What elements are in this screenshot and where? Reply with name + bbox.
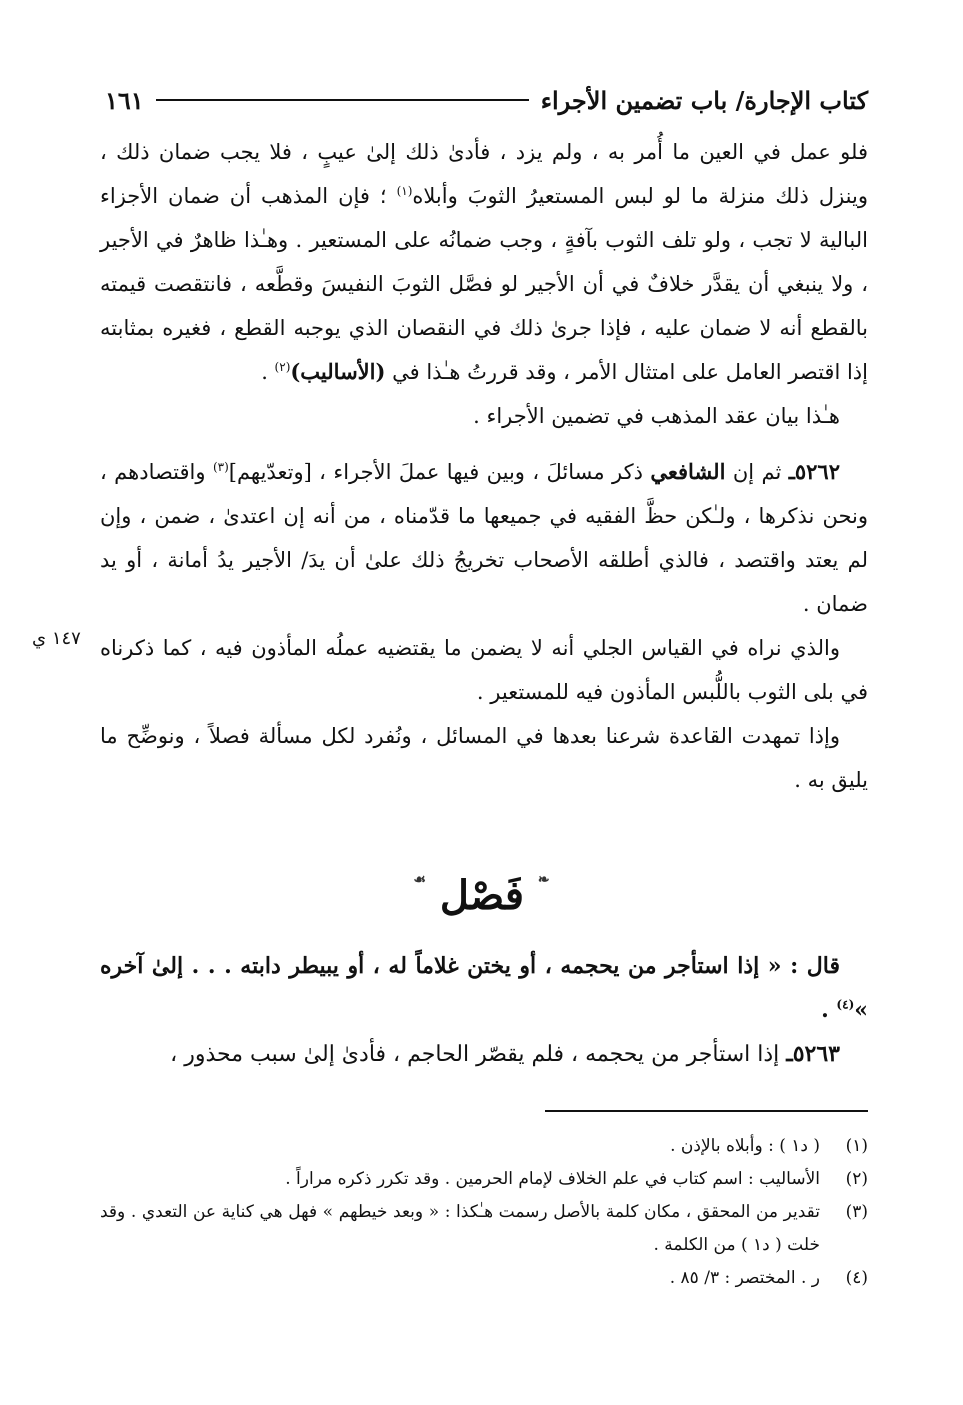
quoted-text: قال : « إذا استأجر من يحجمه ، أو يختن غلاماً له ، أو يبيطر دابته . . . إلىٰ آخره »$^{(٤)}$ . bbox=[100, 953, 868, 1023]
paragraph-text: واقتصادهم ، ونحن نذكرها ، ولـٰكن حظَّ الفقيه في جميعها ما قدّمناه ، من أنه إن اعتدىٰ ، ضمن ، وإن لم يعتد واقتصد ، فالذي أطلقه الأصحاب تخريجُ ذلك علىٰ أن يدَ/ الأجير يدُ أمانة ، أو يد ضمان . bbox=[100, 460, 868, 616]
footnote-text: تقدير من المحقق ، مكان كلمة بالأصل رسمت هـٰكذا : « وبعد خيطهم » فهل هي كناية عن التعدي . وقد خلت ( د١ ) من الكلمة . bbox=[100, 1202, 820, 1255]
page-number: ١٦١ bbox=[105, 85, 144, 115]
paragraph-text: إذا استأجر من يحجمه ، فلم يقصّر الحاجم ، فأدىٰ إلىٰ سبب محذور ، bbox=[170, 1042, 780, 1067]
chapter-title: كتاب الإجارة/ باب تضمين الأجراء bbox=[540, 85, 868, 115]
margin-manuscript-ref: ١٤٧ ي bbox=[32, 628, 81, 649]
paragraph-text: فلو عمل في العين ما أُمر به ، ولم يزد ، فأدىٰ ذلك إلىٰ عيبٍ ، فلا يجب ضمان ذلك ، وينزل ذلك منزلة ما لو لبس المستعيرُ الثوبَ وأبلاه bbox=[100, 140, 868, 208]
running-header bbox=[105, 80, 868, 120]
footnote-number: (٢) bbox=[845, 1169, 868, 1189]
footnote-ref: (١) bbox=[396, 184, 413, 198]
header-rule bbox=[156, 99, 529, 101]
footnotes bbox=[100, 1130, 868, 1295]
section-number: ٥٢٦٣ـ bbox=[786, 1041, 840, 1067]
paragraph-text: ؛ فإن المذهب أن ضمان الأجزاء البالية لا تجب ، ولو تلف الثوب بآفةٍ ، وجب ضمانُه على المستعير . وهـٰذا ظاهرٌ في الأجير ، ولا ينبغي أن يقدَّر خلافٌ في أن الأجير لو فصَّل الثوبَ النفيسَ وقطَّعه ، فانتقصت قيمته بالقطع أنه لا ضمان عليه ، فإذا جرىٰ ذلك في النقصان الذي يوجبه القطع ، فغيره بمثابته إذا اقتصر العامل على امتثال الأمر ، وقد قررتُ هـٰذا في bbox=[100, 184, 868, 384]
footnote-rule bbox=[545, 1110, 868, 1112]
paragraph: فلو عمل في العين ما أُمر به ، ولم يزد ، فأدىٰ ذلك إلىٰ عيبٍ ، فلا يجب ضمان ذلك ، وينزل ذلك منزلة ما لو لبس المستعيرُ الثوبَ وأبلاه$^{(١)}$ ؛ فإن المذهب أن ضمان الأجزاء البالية لا تجب ، ولو تلف الثوب بآفةٍ ، وجب ضمانُه على المستعير . وهـٰذا ظاهرٌ في الأجير ، ولا ينبغي أن يقدَّر خلافٌ في أن الأجير لو فصَّل الثوبَ النفيسَ وقطَّعه ، فانتقصت قيمته بالقطع أنه لا ضمان عليه ، فإذا جرىٰ ذلك في النقصان الذي يوجبه القطع ، فغيره بمثابته إذا اقتصر العامل على امتثال الأمر ، وقد قررتُ هـٰذا في (الأساليب)$^{(٢)}$ . bbox=[100, 140, 868, 384]
footnote-ref: (٢) bbox=[274, 360, 291, 374]
footnote-ref: (٤) bbox=[836, 997, 855, 1012]
footnote-text: الأساليب : اسم كتاب في علم الخلاف لإمام الحرمين . وقد تكرر ذكره مراراً . bbox=[285, 1169, 820, 1189]
footnote bbox=[100, 1262, 868, 1295]
scholar-name: الشافعي bbox=[650, 459, 726, 484]
book-reference: (الأساليب) bbox=[290, 359, 386, 384]
paragraph-text: ثم إن bbox=[732, 460, 782, 484]
footnote-number: (٤) bbox=[845, 1268, 868, 1288]
paragraph: والذي نراه في القياس الجلي أنه لا يضمن ما يقتضيه عملُه المأذون فيه ، كما ذكرناه في بلى الثوب باللُّبس المأذون فيه للمستعير . bbox=[100, 636, 868, 704]
ornament-decoration: ☙ bbox=[413, 872, 426, 888]
main-text bbox=[100, 130, 868, 802]
section-number: ٥٢٦٢ـ bbox=[788, 459, 840, 484]
section-text bbox=[100, 944, 868, 1077]
footnote-text: ( د١ ) : وأبلاه بالإذن . bbox=[670, 1136, 820, 1156]
footnote-number: (١) bbox=[845, 1136, 868, 1156]
section-heading: فَصْل bbox=[439, 872, 524, 919]
paragraph bbox=[100, 1032, 868, 1077]
footnote bbox=[100, 1163, 868, 1196]
footnote-number: (٣) bbox=[845, 1202, 868, 1222]
paragraph: هـٰذا بيان عقد المذهب في تضمين الأجراء . bbox=[473, 404, 840, 428]
footnote bbox=[100, 1130, 868, 1163]
footnote-text: ر . المختصر : ٣/ ٨٥ . bbox=[669, 1268, 820, 1288]
paragraph-text: ذكر مسائلَ ، وبين فيها عملَ الأجراء ، [وتعدّيهم] bbox=[228, 460, 643, 484]
footnote-ref: (٣) bbox=[212, 460, 229, 474]
section-heading-ornament bbox=[0, 872, 963, 919]
paragraph: وإذا تمهدت القاعدة شرعنا بعدها في المسائل ، ونُفرد لكل مسألة فصلاً ، ونوضِّح ما يليق به . bbox=[100, 724, 868, 792]
paragraph bbox=[100, 450, 868, 626]
ornament-decoration: ❧ bbox=[537, 872, 550, 888]
footnote bbox=[100, 1196, 868, 1262]
